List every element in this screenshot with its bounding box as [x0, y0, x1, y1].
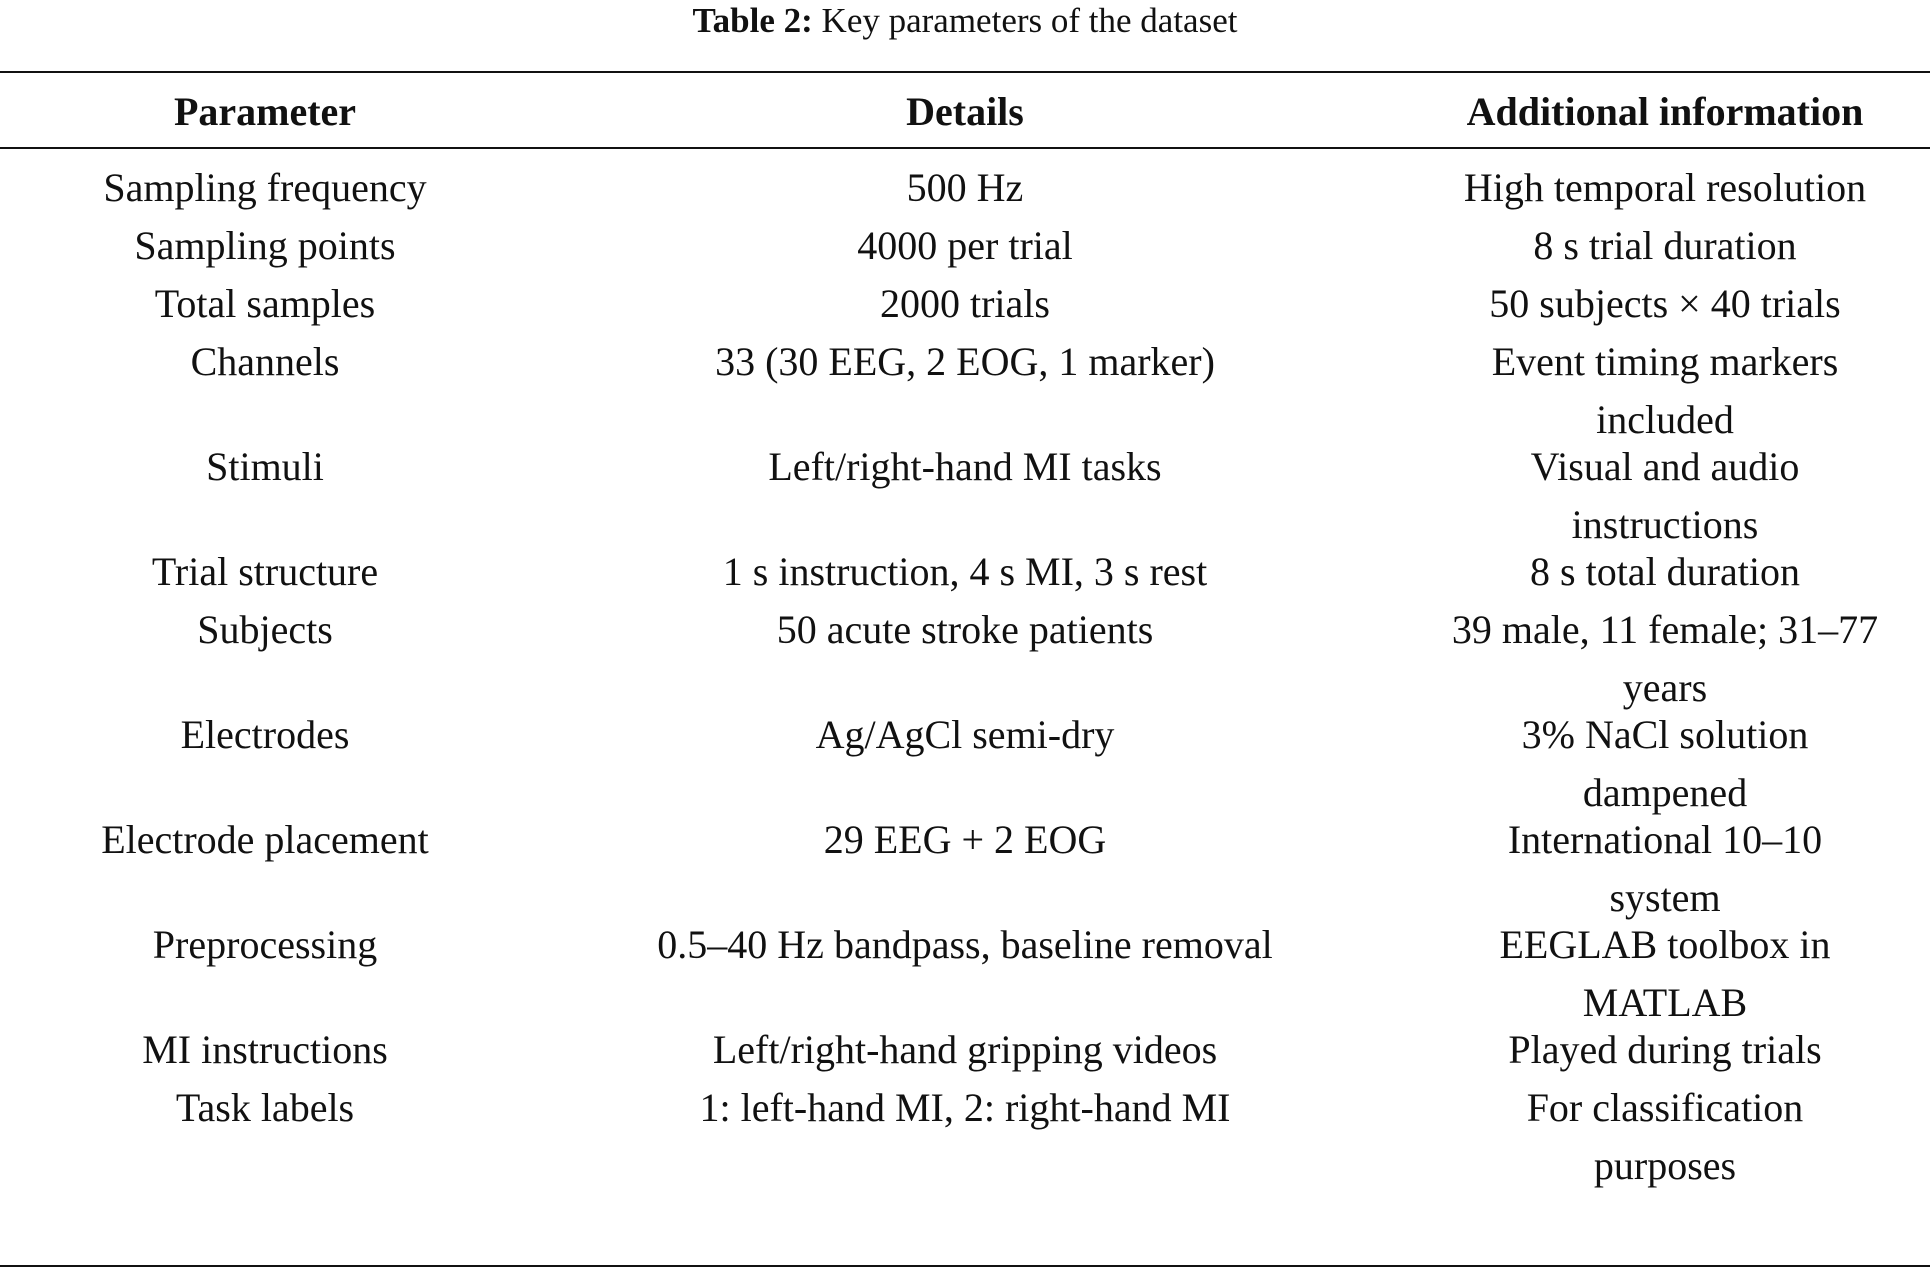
cell-additional-information: 39 male, 11 female; 31–77 years — [1451, 607, 1879, 710]
cell-parameter: Trial structure — [151, 549, 379, 594]
table-top-rule — [0, 71, 1930, 73]
table-header-rule — [0, 147, 1930, 149]
cell-parameter: Task labels — [175, 1085, 355, 1130]
header-parameter: Parameter — [173, 89, 357, 134]
cell-additional-information: 8 s trial duration — [1533, 223, 1797, 268]
cell-additional-information: Visual and audio instructions — [1530, 444, 1800, 547]
table-row — [0, 159, 1930, 217]
cell-parameter: Sampling points — [134, 223, 396, 268]
table-row — [0, 275, 1930, 333]
table-row — [0, 1021, 1930, 1079]
table-header-row — [0, 86, 1930, 138]
cell-parameter: MI instructions — [142, 1027, 388, 1072]
cell-details: 29 EEG + 2 EOG — [823, 817, 1107, 862]
cell-details: 4000 per trial — [857, 223, 1073, 268]
cell-details: 500 Hz — [906, 165, 1024, 210]
header-additional-information: Additional information — [1466, 89, 1864, 134]
table-row — [0, 543, 1930, 601]
cell-additional-information: Event timing markers included — [1491, 339, 1839, 442]
table-row — [0, 811, 1930, 920]
table-caption — [0, 0, 1930, 42]
cell-additional-information: EEGLAB toolbox in MATLAB — [1499, 922, 1831, 1025]
cell-details: 50 acute stroke patients — [776, 607, 1154, 652]
table-row — [0, 217, 1930, 275]
cell-details: 1 s instruction, 4 s MI, 3 s rest — [722, 549, 1208, 594]
cell-additional-information: For classification purposes — [1526, 1085, 1804, 1188]
cell-additional-information: Played during trials — [1508, 1027, 1822, 1072]
cell-additional-information: High temporal resolution — [1463, 165, 1867, 210]
cell-details: 2000 trials — [880, 281, 1050, 326]
cell-details: Ag/AgCl semi-dry — [815, 712, 1115, 757]
cell-parameter: Sampling frequency — [103, 165, 427, 210]
table-body — [0, 159, 1930, 1188]
cell-parameter: Subjects — [197, 607, 333, 652]
table-row — [0, 706, 1930, 815]
cell-parameter: Total samples — [154, 281, 376, 326]
cell-parameter: Stimuli — [206, 444, 324, 489]
table-caption-label: Table 2: — [692, 1, 813, 40]
table-bottom-rule — [0, 1265, 1930, 1267]
cell-details: Left/right-hand MI tasks — [768, 444, 1162, 489]
table-row — [0, 1079, 1930, 1188]
table-row — [0, 333, 1930, 442]
cell-parameter: Channels — [190, 339, 340, 384]
cell-parameter: Preprocessing — [152, 922, 378, 967]
cell-additional-information: 50 subjects × 40 trials — [1489, 281, 1841, 326]
cell-details: 0.5–40 Hz bandpass, baseline removal — [657, 922, 1273, 967]
header-details: Details — [906, 89, 1024, 134]
table-row — [0, 601, 1930, 710]
cell-parameter: Electrode placement — [101, 817, 429, 862]
cell-parameter: Electrodes — [180, 712, 350, 757]
cell-details: 33 (30 EEG, 2 EOG, 1 marker) — [715, 339, 1215, 384]
table-row — [0, 916, 1930, 1025]
table-caption-text: Key parameters of the dataset — [821, 1, 1238, 40]
cell-additional-information: 3% NaCl solution dampened — [1521, 712, 1809, 815]
table-row — [0, 438, 1930, 547]
cell-additional-information: 8 s total duration — [1530, 549, 1800, 594]
cell-additional-information: International 10–10 system — [1507, 817, 1823, 920]
cell-details: Left/right-hand gripping videos — [712, 1027, 1218, 1072]
cell-details: 1: left-hand MI, 2: right-hand MI — [699, 1085, 1231, 1130]
